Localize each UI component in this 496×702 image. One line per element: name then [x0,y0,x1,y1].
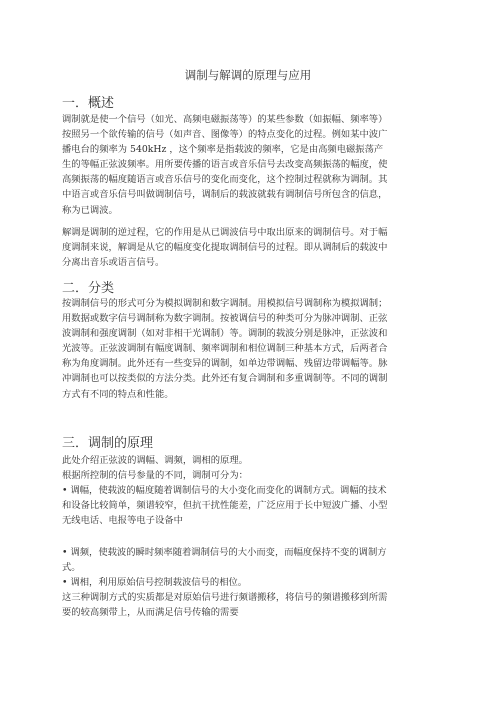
section-heading-classification: 二．分类 [62,281,115,296]
text-line: 这三种调制方式的实质都是对原始信号进行频谱搬移，将信号的频谱搬移到所需 [62,592,388,604]
text-line: 方式有不同的特点和性能。 [62,388,174,400]
paragraph-principle-fm-pm [62,545,438,620]
text-line: 称为角度调制。此外还有一些变异的调制，如单边带调幅、残留边带调幅等。脉 [62,358,388,370]
page-title: 调制与解调的原理与应用 [184,68,312,82]
text-line: 此处介绍正弦波的调幅、调频，调相的原理。 [62,455,248,466]
text-line: 调制就是使一个信号（如光、高频电磁振荡等）的某些参数（如振幅、频率等） [62,114,388,125]
text-line: 中语言或音乐信号叫做调制信号，调制后的载波就载有调制信号所包含的信息， [62,189,388,201]
text-line: 分离出音乐或语言信号。 [62,257,165,269]
paragraph-demodulation-definition [62,225,438,270]
text-line: 式。 [62,562,81,574]
list-item-fm: • 调频，使载波的瞬时频率随着调制信号的大小而变，而幅度保持不变的调制方 [62,547,387,558]
paragraph-classification [62,296,438,402]
list-item-pm: • 调相，利用原始信号控制载波信号的相位。 [62,577,248,589]
text-line: 称为已调波。 [62,204,118,216]
text-line: 高频振荡的幅度随语言或音乐信号的变化而变化，这个控制过程就称为调制。其 [62,174,388,186]
text-line: 根据所控制的信号参量的不同，调制可分为： [62,470,248,482]
text-line: 和设备比较简单，频谱较窄，但抗干扰性能差，广泛应用于长中短波广播、小型 [62,500,388,512]
section-heading-overview: 一．概述 [62,96,115,111]
text-line: 要的较高频带上，从而满足信号传输的需要 [62,607,239,619]
section-heading-principle: 三．调制的原理 [62,436,154,451]
text-line: 按照另一个欲传输的信号（如声音、图像等）的特点变化的过程。例如某中波广 [62,129,388,141]
text-line: 无线电话、电报等电子设备中 [62,515,183,527]
text-line: 按调制信号的形式可分为模拟调制和数字调制。用模拟信号调制称为模拟调制； [62,298,388,309]
text-line: 冲调制也可以按类似的方法分类。此外还有复合调制和多重调制等。不同的调制 [62,373,388,385]
text-line: 解调是调制的逆过程，它的作用是从已调波信号中取出原来的调制信号。对于幅 [62,227,388,238]
text-line: 播电台的频率为 540kHz ，这个频率是指载波的频率，它是由高频电磁振荡产 [62,144,384,156]
list-item-am: • 调幅，使载波的幅度随着调制信号的大小变化而变化的调制方式。调幅的技术 [62,485,387,497]
text-line: 度调制来说，解调是从它的幅度变化提取调制信号的过程。即从调制后的载波中 [62,242,388,254]
text-line: 波调制和强度调制（如对非相干光调制）等。调制的载波分别是脉冲，正弦波和 [62,328,388,340]
paragraph-principle-intro [62,453,438,528]
text-line: 生的等幅正弦波频率。用所要传播的语言或音乐信号去改变高频振荡的幅度，使 [62,159,388,171]
text-line: 用数据或数字信号调制称为数字调制。按被调信号的种类可分为脉冲调制、正弦 [62,313,388,325]
paragraph-modulation-definition [62,112,438,218]
text-line: 光波等。正弦波调制有幅度调制、频率调制和相位调制三种基本方式，后两者合 [62,343,388,355]
